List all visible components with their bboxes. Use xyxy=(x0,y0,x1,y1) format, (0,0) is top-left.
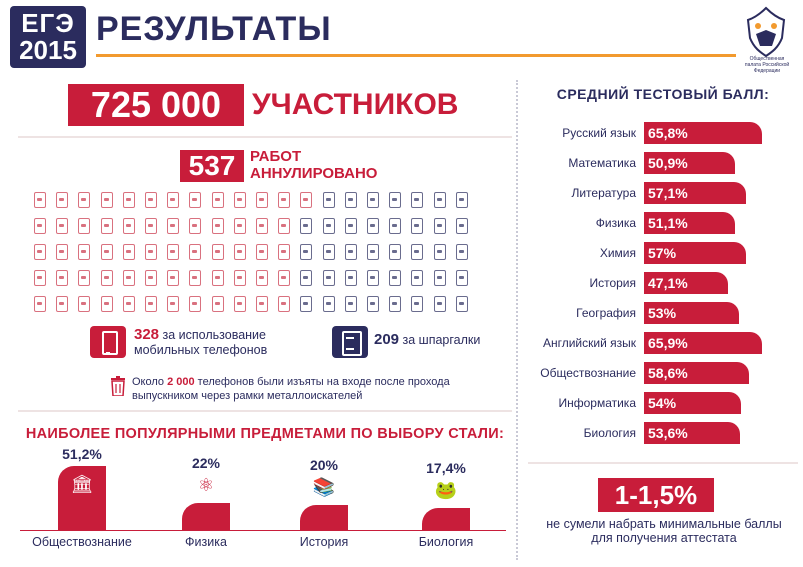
score-bar: 50,9% xyxy=(644,152,735,174)
score-bar: 57,1% xyxy=(644,182,746,204)
score-category-label: Биология xyxy=(583,426,636,440)
participants-count: 725 000 xyxy=(68,84,244,126)
average-score-title: СРЕДНИЙ ТЕСТОВЫЙ БАЛЛ: xyxy=(556,86,770,102)
logo-line1: ЕГЭ xyxy=(21,8,75,38)
score-category-label: География xyxy=(576,306,636,320)
score-bar: 57% xyxy=(644,242,746,264)
frog-icon: 🐸 xyxy=(434,480,458,501)
popular-pct-label: 51,2% xyxy=(62,446,102,462)
phones-text: за использование мобильных телефонов xyxy=(134,328,268,357)
popular-subject-label: Физика xyxy=(185,535,227,549)
score-bar: 58,6% xyxy=(644,362,749,384)
popular-pct-label: 17,4% xyxy=(426,460,466,477)
popular-subject-label: Обществознание xyxy=(32,535,132,549)
score-category-label: Математика xyxy=(568,156,636,170)
popular-bar xyxy=(300,505,348,530)
phones-count: 328 xyxy=(134,326,160,343)
score-category-label: Русский язык xyxy=(562,126,636,140)
popular-bar xyxy=(182,503,230,531)
popular-pct-label: 22% xyxy=(191,454,221,471)
popular-subject-label: История xyxy=(299,535,349,549)
emblem-caption: Общественная палата Российской Федерации xyxy=(744,56,790,74)
score-category-label: История xyxy=(589,276,636,290)
score-bar: 65,9% xyxy=(644,332,762,354)
popular-pct-label: 20% xyxy=(309,457,339,473)
annulled-label-line1: РАБОТ xyxy=(250,148,302,165)
popular-bar xyxy=(422,508,470,530)
cheats-text: за шпаргалки xyxy=(399,333,481,347)
museum-icon: 🏛 xyxy=(70,474,94,494)
popular-subjects-title: НАИБОЛЕЕ ПОПУЛЯРНЫМИ ПРЕДМЕТАМИ ПО ВЫБОРУ СТАЛИ: xyxy=(25,426,505,442)
annulled-label-line2: АННУЛИРОВАНО xyxy=(250,165,378,182)
seized-text: телефонов были изъяты на входе после прохода выпускником через рамки металлоискателей xyxy=(132,376,450,402)
score-category-label: Обществознание xyxy=(540,366,636,380)
annulled-count: 537 xyxy=(180,150,244,182)
score-bar: 53,6% xyxy=(644,422,740,444)
score-bar: 51,1% xyxy=(644,212,735,234)
page-title: РЕЗУЛЬТАТЫ xyxy=(96,10,332,48)
books-icon: 📚 xyxy=(312,477,336,497)
popular-subject-label: Биология xyxy=(418,535,474,549)
score-bar: 53% xyxy=(644,302,739,324)
score-category-label: Литература xyxy=(571,186,636,200)
score-category-label: Химия xyxy=(599,246,636,260)
score-category-label: Физика xyxy=(595,216,636,230)
seized-count: 2 000 xyxy=(167,376,195,388)
atom-icon: ⚛ xyxy=(197,474,215,495)
logo-year: 2015 xyxy=(19,35,77,65)
divider xyxy=(528,462,798,464)
failed-share: 1-1,5% xyxy=(598,478,714,512)
average-score-chart xyxy=(520,118,800,448)
score-bar: 54% xyxy=(644,392,741,414)
score-category-label: Английский язык xyxy=(542,336,636,350)
failed-description: не сумели набрать минимальные баллы для получения аттестата xyxy=(546,517,782,545)
score-category-label: Информатика xyxy=(558,396,636,410)
cheats-count: 209 xyxy=(374,331,400,348)
popular-chart-baseline xyxy=(20,530,506,531)
score-bar: 65,8% xyxy=(644,122,762,144)
score-bar: 47,1% xyxy=(644,272,728,294)
column-divider xyxy=(516,80,518,560)
seized-prefix: Около xyxy=(132,376,168,388)
participants-label: УЧАСТНИКОВ xyxy=(252,88,459,121)
